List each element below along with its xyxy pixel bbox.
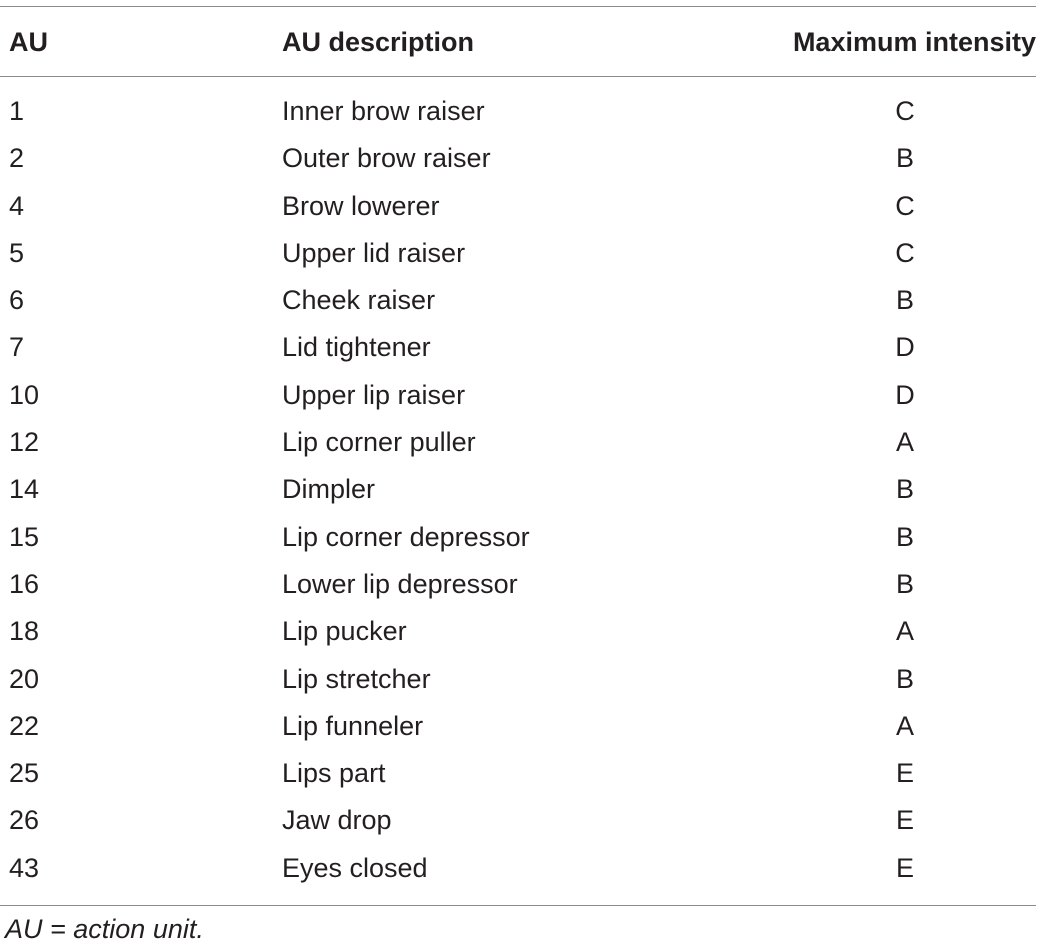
table-bottom-rule xyxy=(0,905,1036,906)
header-au: AU xyxy=(9,27,48,57)
table-row xyxy=(0,324,1036,371)
cell-description: Lip stretcher xyxy=(282,663,431,694)
cell-description: Cheek raiser xyxy=(282,285,436,316)
cell-max-intensity: B xyxy=(895,285,914,316)
table-row xyxy=(0,514,1036,561)
cell-max-intensity: B xyxy=(895,663,914,694)
cell-au: 26 xyxy=(9,805,40,836)
cell-max-intensity: C xyxy=(895,96,915,126)
cell-max-intensity: E xyxy=(895,805,914,836)
cell-max-intensity: B xyxy=(895,474,914,505)
cell-au: 4 xyxy=(9,190,25,221)
cell-description: Inner brow raiser xyxy=(282,96,485,126)
cell-description: Lip corner puller xyxy=(282,427,476,458)
cell-au: 1 xyxy=(9,96,25,126)
cell-max-intensity: B xyxy=(895,568,914,599)
cell-max-intensity: C xyxy=(895,190,915,221)
cell-description: Upper lip raiser xyxy=(282,379,466,410)
cell-max-intensity: E xyxy=(895,758,914,789)
header-maximum-intensity: Maximum intensity xyxy=(792,27,1036,57)
table-row xyxy=(0,656,1036,703)
cell-max-intensity: D xyxy=(895,379,915,410)
table-row xyxy=(0,466,1036,513)
cell-max-intensity: E xyxy=(895,852,914,883)
cell-description: Lips part xyxy=(282,758,386,789)
cell-max-intensity: A xyxy=(895,710,914,741)
table-row xyxy=(0,608,1036,655)
table-row xyxy=(0,797,1036,844)
table-row xyxy=(0,703,1036,750)
cell-description: Dimpler xyxy=(282,474,376,505)
cell-au: 14 xyxy=(9,474,40,505)
cell-max-intensity: A xyxy=(895,616,914,647)
table-row xyxy=(0,750,1036,797)
table-body xyxy=(0,88,1036,892)
table-row xyxy=(0,845,1036,892)
cell-au: 18 xyxy=(9,616,40,647)
cell-au: 12 xyxy=(9,427,40,458)
table-row xyxy=(0,230,1036,277)
table-row xyxy=(0,561,1036,608)
cell-au: 22 xyxy=(9,710,40,741)
cell-au: 5 xyxy=(9,237,25,268)
cell-au: 20 xyxy=(9,663,40,694)
cell-description: Lip funneler xyxy=(282,710,424,741)
table-header-rule xyxy=(0,76,1036,77)
cell-au: 43 xyxy=(9,852,40,883)
table-row xyxy=(0,88,1036,135)
cell-description: Outer brow raiser xyxy=(282,143,491,174)
cell-au: 7 xyxy=(9,332,25,363)
cell-description: Brow lowerer xyxy=(282,190,440,221)
cell-description: Jaw drop xyxy=(282,805,392,836)
cell-description: Lip pucker xyxy=(282,616,407,647)
cell-description: Upper lid raiser xyxy=(282,237,466,268)
header-au-description: AU description xyxy=(282,27,475,57)
table-row xyxy=(0,419,1036,466)
cell-description: Lid tightener xyxy=(282,332,431,363)
cell-description: Lip corner depressor xyxy=(282,521,530,552)
table-footnote: AU = action unit. xyxy=(5,914,204,944)
cell-au: 25 xyxy=(9,758,40,789)
cell-max-intensity: D xyxy=(895,332,915,363)
table-row xyxy=(0,183,1036,230)
cell-au: 16 xyxy=(9,568,40,599)
cell-au: 15 xyxy=(9,521,40,552)
cell-max-intensity: B xyxy=(895,521,914,552)
table-header-row xyxy=(0,7,1036,76)
cell-au: 6 xyxy=(9,285,25,316)
cell-au: 10 xyxy=(9,379,40,410)
cell-max-intensity: C xyxy=(895,237,915,268)
cell-description: Lower lip depressor xyxy=(282,568,518,599)
table-row xyxy=(0,135,1036,182)
cell-max-intensity: A xyxy=(895,427,914,458)
cell-au: 2 xyxy=(9,143,25,174)
cell-max-intensity: B xyxy=(895,143,914,174)
table-row xyxy=(0,372,1036,419)
table-row xyxy=(0,277,1036,324)
cell-description: Eyes closed xyxy=(282,852,428,883)
